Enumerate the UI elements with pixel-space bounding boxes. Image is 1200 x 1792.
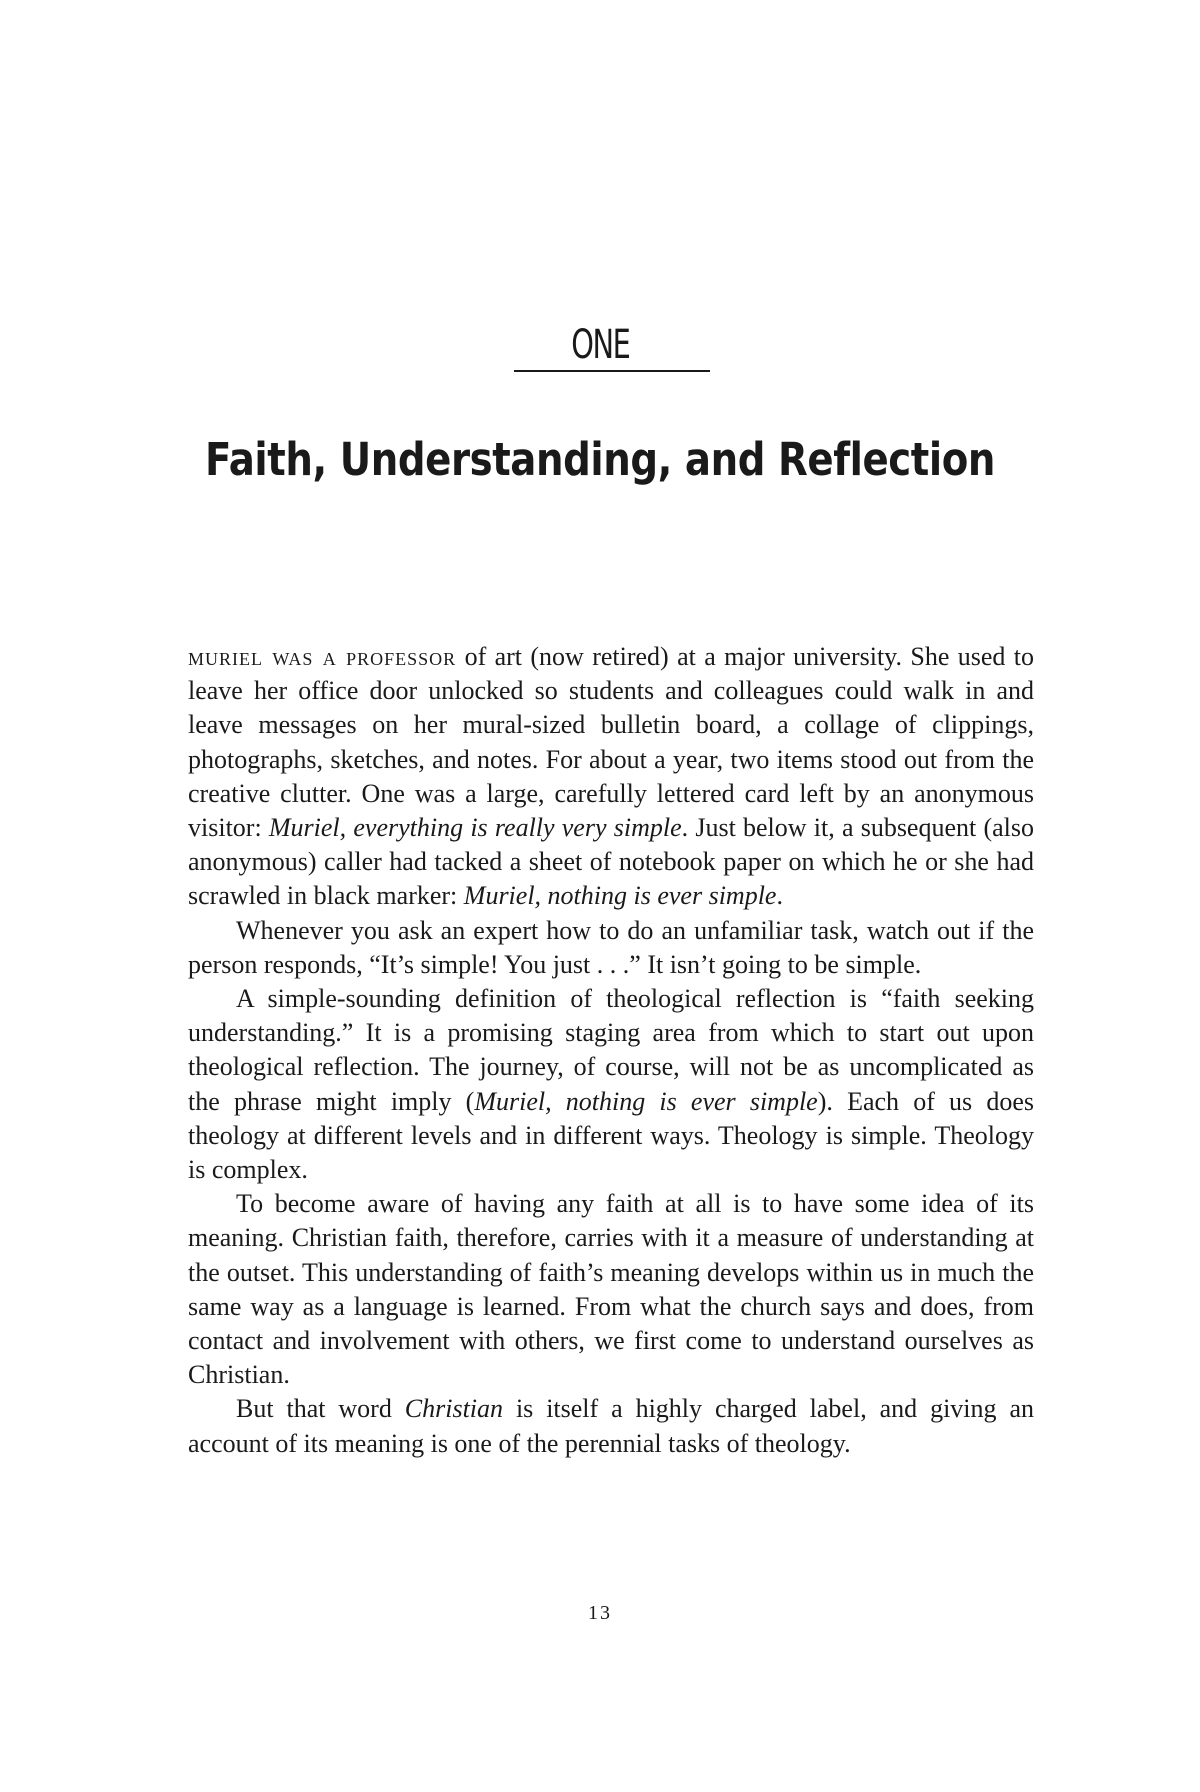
paragraph-4 [188, 1187, 1034, 1392]
paragraph-5-italic: Christian [404, 1394, 504, 1424]
paragraph-1-italic-b: Muriel, nothing is ever simple [463, 881, 777, 911]
opening-small-caps: muriel was a professor [188, 642, 457, 671]
chapter-number: ONE [570, 322, 630, 368]
paragraph-2 [188, 914, 1034, 982]
paragraph-2-text: Whenever you ask an expert how to do an unfamiliar task, watch out if the person responds, “It’s simple! You just . . .” It isn’t going to be simple. [188, 915, 1034, 979]
paragraph-1-text-a: of art (now retired) at a major university. She used to leave her office door unlocked so students and colleagues could walk in and leave messages on her mural-sized bulletin board, a collage of clippings, photographs, sketches, and notes. For about a year, two items stood out from the creative clutter. One was a large, carefully lettered card left by an anonymous visitor: [188, 642, 1034, 843]
paragraph-3 [188, 982, 1034, 1187]
chapter-number-block [0, 322, 1200, 368]
paragraph-1 [188, 640, 1034, 914]
paragraph-3-text-a: A simple-sounding definition of theological reflection is “faith seeking understanding.” It is a promising staging area from which to start out upon theological reflection. The journey, of course, will not be as uncomplicated as the phrase might imply ( [188, 984, 1034, 1116]
paragraph-3-italic: Muriel, nothing is ever simple [474, 1086, 818, 1116]
chapter-body [188, 640, 1034, 1461]
paragraph-1-text-c: . [776, 881, 783, 911]
chapter-rule [514, 370, 710, 372]
chapter-title: Faith, Understanding, and Reflection [205, 433, 995, 486]
paragraph-4-text: To become aware of having any faith at all is to have some idea of its meaning. Christian faith, therefore, carries with it a measure of understanding at the outset. This understanding of faith’s meaning develops within us in much the same way as a language is learned. From what the church says and does, from contact and involvement with others, we first come to understand ourselves as Christian. [188, 1189, 1034, 1390]
paragraph-5 [188, 1392, 1034, 1460]
paragraph-5-text-a: But that word [236, 1394, 405, 1424]
paragraph-5-text-b: is itself a highly charged label, and giving an account of its meaning is one of the perennial tasks of theology. [188, 1394, 1034, 1458]
paragraph-3-text-b: ). Each of us does theology at different levels and in different ways. Theology is simple. Theology is complex. [188, 1086, 1034, 1185]
paragraph-1-italic-a: Muriel, everything is really very simple [268, 813, 682, 843]
page-number: 13 [588, 1602, 612, 1624]
paragraph-1-text-b: . Just below it, a subsequent (also anonymous) caller had tacked a sheet of notebook paper on which he or she had scrawled in black marker: [188, 813, 1034, 911]
